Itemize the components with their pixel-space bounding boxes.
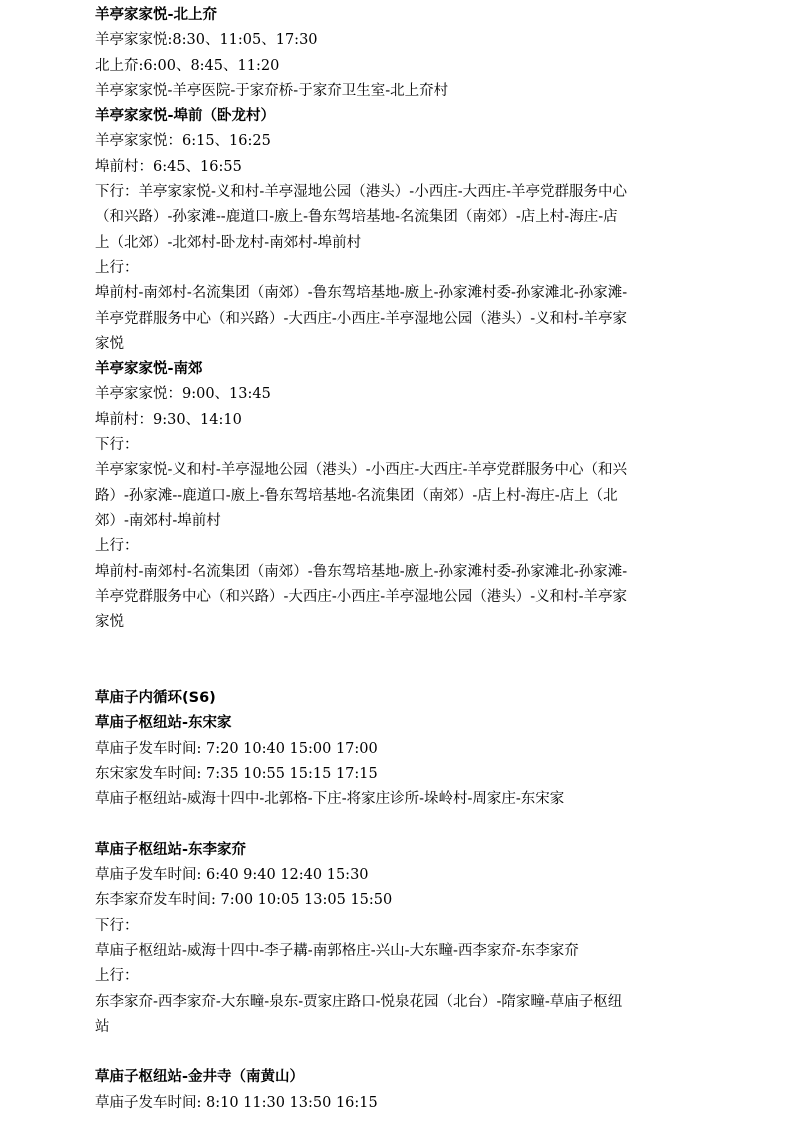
blank-line [95,1040,705,1065]
schedule-text-line: 羊亭党群服务中心（和兴路）-大西庄-小西庄-羊亭湿地公园（港头）-义和村-羊亭家 [95,588,627,605]
schedule-text-line: 下行：羊亭家家悦-义和村-羊亭湿地公园（港头）-小西庄-大西庄-羊亭党群服务中心 [95,184,627,201]
route-heading: 草庙子枢纽站-金井寺（南黄山） [95,1069,305,1086]
schedule-text-line: 上（北郊）-北郊村-卧龙村-南郊村-埠前村 [95,234,362,251]
schedule-text-line: 羊亭家家悦:8:30、11:05、17:30 [95,32,318,49]
schedule-text-line: 草庙子发车时间: 6:40 9:40 12:40 15:30 [95,867,369,884]
schedule-text-line: 家悦 [95,614,124,631]
schedule-text-line: 上行： [95,968,139,985]
schedule-text-line: 草庙子枢纽站-威海十四中-李子耩-南郭格庄-兴山-大东疃-西李家夼-东李家夼 [95,942,579,959]
route-heading: 草庙子内循环(S6) [95,690,216,707]
schedule-text-line: 羊亭家家悦-义和村-羊亭湿地公园（港头）-小西庄-大西庄-羊亭党群服务中心（和兴 [95,462,627,479]
blank-line [95,635,705,660]
schedule-text-line: （和兴路）-孙家滩--鹿道口-廒上-鲁东驾培基地-名流集团（南郊）-店上村-海庄-店 [95,209,618,226]
schedule-text-line: 东宋家发车时间: 7:35 10:55 15:15 17:15 [95,765,378,782]
schedule-text-line: 羊亭党群服务中心（和兴路）-大西庄-小西庄-羊亭湿地公园（港头）-义和村-羊亭家 [95,310,627,327]
route-heading: 草庙子枢纽站-东李家夼 [95,841,247,858]
schedule-text-line: 站 [95,1018,110,1035]
schedule-text-line: 下行： [95,917,139,934]
blank-line [95,813,705,838]
route-heading: 羊亭家家悦-南郊 [95,361,203,378]
schedule-text-line: 上行： [95,538,139,555]
route-heading: 羊亭家家悦-埠前（卧龙村） [95,108,276,125]
schedule-text-line: 家悦 [95,335,124,352]
schedule-text-line: 上行： [95,259,139,276]
schedule-text-line: 埠前村：9:30、14:10 [95,411,242,428]
bus-schedule-document [95,3,705,1116]
route-heading: 草庙子枢纽站-东宋家 [95,715,232,732]
blank-line [95,661,705,686]
schedule-text-line: 草庙子发车时间: 7:20 10:40 15:00 17:00 [95,740,378,757]
schedule-text-line: 羊亭家家悦：6:15、16:25 [95,133,271,150]
route-heading: 羊亭家家悦-北上夼 [95,7,218,23]
schedule-text-line: 草庙子发车时间: 8:10 11:30 13:50 16:15 [95,1094,378,1111]
schedule-text-line: 下行： [95,437,139,454]
schedule-text-line: 埠前村：6:45、16:55 [95,158,242,175]
schedule-text-line: 草庙子枢纽站-威海十四中-北郭格-下庄-将家庄诊所-垛岭村-周家庄-东宋家 [95,791,565,808]
schedule-text-line: 羊亭家家悦-羊亭医院-于家夼桥-于家夼卫生室-北上夼村 [95,82,449,99]
schedule-text-line: 东李家夼-西李家夼-大东疃-泉东-贾家庄路口-悦泉花园（北台）-隋家疃-草庙子枢纽 [95,993,623,1010]
schedule-text-line: 北上夼:6:00、8:45、11:20 [95,57,280,74]
schedule-text-line: 路）-孙家滩--鹿道口-廒上-鲁东驾培基地-名流集团（南郊）-店上村-海庄-店上（北 [95,487,618,504]
schedule-text-line: 东李家夼发车时间: 7:00 10:05 13:05 15:50 [95,892,393,909]
schedule-text-line: 埠前村-南郊村-名流集团（南郊）-鲁东驾培基地-廒上-孙家滩村委-孙家滩北-孙家滩- [95,285,628,302]
schedule-text-line: 埠前村-南郊村-名流集团（南郊）-鲁东驾培基地-廒上-孙家滩村委-孙家滩北-孙家滩- [95,563,628,580]
schedule-text-line: 郊）-南郊村-埠前村 [95,512,221,529]
schedule-text-line: 羊亭家家悦：9:00、13:45 [95,386,271,403]
